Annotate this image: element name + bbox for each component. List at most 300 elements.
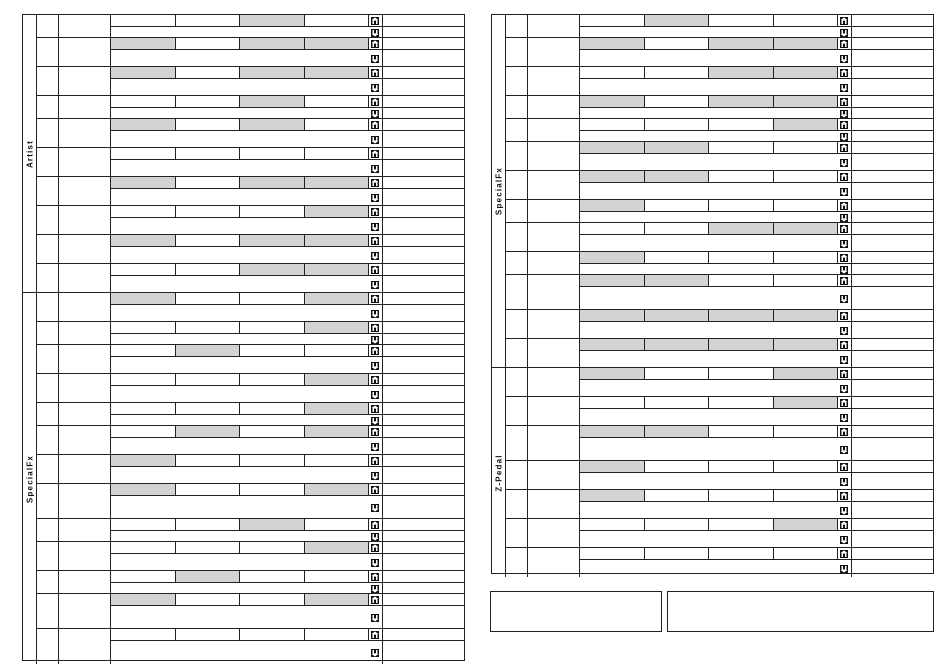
grid-cell-shaded[interactable] xyxy=(645,275,710,286)
grid-cell[interactable] xyxy=(111,264,176,275)
grid-cell[interactable] xyxy=(709,142,774,153)
grid-cell[interactable] xyxy=(305,455,370,466)
grid-cell-shaded[interactable] xyxy=(111,484,176,495)
grid-cell[interactable] xyxy=(774,461,839,472)
grid-cell[interactable] xyxy=(176,629,241,640)
grid-cell[interactable] xyxy=(645,252,710,263)
down-arrow-icon[interactable] xyxy=(371,472,379,480)
grid-cell-shaded[interactable] xyxy=(111,455,176,466)
down-arrow-icon[interactable] xyxy=(840,446,848,454)
row-divider xyxy=(111,107,464,108)
grid-cell[interactable] xyxy=(645,548,710,559)
grid-cell[interactable] xyxy=(305,148,370,159)
grid-cell-shaded[interactable] xyxy=(774,339,839,350)
up-arrow-icon[interactable] xyxy=(371,405,379,413)
grid-cell-shaded[interactable] xyxy=(709,310,774,321)
grid-cell[interactable] xyxy=(240,426,305,437)
grid-cell-shaded[interactable] xyxy=(580,461,645,472)
up-arrow-icon[interactable] xyxy=(371,631,379,639)
grid-cell[interactable] xyxy=(774,426,839,437)
row-index-cell xyxy=(506,490,528,518)
grid-cell[interactable] xyxy=(111,426,176,437)
row-divider xyxy=(580,263,933,264)
up-arrow-icon[interactable] xyxy=(840,492,848,500)
row-name-cell xyxy=(59,96,111,118)
row-divider xyxy=(111,582,464,583)
row-divider xyxy=(111,333,464,334)
grid-cell-shaded[interactable] xyxy=(240,119,305,130)
arrow-column xyxy=(369,206,383,234)
row-divider xyxy=(580,234,933,235)
grid-cell[interactable] xyxy=(709,119,774,130)
grid-cell-shaded[interactable] xyxy=(240,519,305,530)
grid-cell[interactable] xyxy=(774,252,839,263)
up-arrow-icon[interactable] xyxy=(371,544,379,552)
grid-cell[interactable] xyxy=(111,403,176,414)
grid-cell-shaded[interactable] xyxy=(111,177,176,188)
grid-cell-shaded[interactable] xyxy=(580,38,645,49)
grid-cell[interactable] xyxy=(176,235,241,246)
grid-cell-shaded[interactable] xyxy=(305,67,370,78)
grid-cell[interactable] xyxy=(111,322,176,333)
up-arrow-icon[interactable] xyxy=(371,573,379,581)
grid-cell[interactable] xyxy=(774,275,839,286)
up-arrow-icon[interactable] xyxy=(840,144,848,152)
down-arrow-icon[interactable] xyxy=(840,110,848,118)
grid-cell-shaded[interactable] xyxy=(111,119,176,130)
row-name-cell xyxy=(59,519,111,541)
grid-cell[interactable] xyxy=(774,548,839,559)
down-arrow-icon[interactable] xyxy=(840,414,848,422)
grid-cell[interactable] xyxy=(240,322,305,333)
up-arrow-icon[interactable] xyxy=(840,341,848,349)
grid-cell[interactable] xyxy=(111,571,176,582)
grid-cell-shaded[interactable] xyxy=(176,345,241,356)
down-arrow-icon[interactable] xyxy=(371,55,379,63)
row-divider xyxy=(111,640,464,641)
down-arrow-icon[interactable] xyxy=(371,585,379,593)
up-arrow-icon[interactable] xyxy=(371,121,379,129)
down-arrow-icon[interactable] xyxy=(371,504,379,512)
row-divider xyxy=(580,107,933,108)
grid-cell-shaded[interactable] xyxy=(305,374,370,385)
row-name-cell xyxy=(59,67,111,95)
up-arrow-icon[interactable] xyxy=(371,98,379,106)
down-arrow-icon[interactable] xyxy=(840,188,848,196)
row-index-cell xyxy=(506,275,528,309)
grid-cell-shaded[interactable] xyxy=(305,594,370,605)
grid-cell[interactable] xyxy=(305,571,370,582)
down-arrow-icon[interactable] xyxy=(371,362,379,370)
table-row xyxy=(506,368,933,397)
grid-cell-shaded[interactable] xyxy=(774,223,839,234)
grid-cell-shaded[interactable] xyxy=(774,397,839,408)
down-arrow-icon[interactable] xyxy=(840,214,848,222)
grid-cell[interactable] xyxy=(709,200,774,211)
up-arrow-icon[interactable] xyxy=(840,521,848,529)
down-arrow-icon[interactable] xyxy=(371,559,379,567)
table-row xyxy=(37,177,464,206)
grid-cell-shaded[interactable] xyxy=(580,426,645,437)
grid-cell-shaded[interactable] xyxy=(111,594,176,605)
grid-cell[interactable] xyxy=(774,200,839,211)
row-divider xyxy=(580,26,933,27)
row-name-cell xyxy=(59,542,111,570)
grid-cell[interactable] xyxy=(176,96,241,107)
grid-cell[interactable] xyxy=(240,594,305,605)
down-arrow-icon[interactable] xyxy=(371,336,379,344)
grid-cell-shaded[interactable] xyxy=(774,38,839,49)
grid-cell[interactable] xyxy=(111,15,176,26)
up-arrow-icon[interactable] xyxy=(371,69,379,77)
grid-cell[interactable] xyxy=(111,374,176,385)
row-name-cell xyxy=(59,235,111,263)
row-index-cell xyxy=(506,368,528,396)
row-index-cell xyxy=(37,374,59,402)
down-arrow-icon[interactable] xyxy=(840,240,848,248)
down-arrow-icon[interactable] xyxy=(840,507,848,515)
grid-cell[interactable] xyxy=(176,148,241,159)
grid-cell-shaded[interactable] xyxy=(580,490,645,501)
up-arrow-icon[interactable] xyxy=(840,225,848,233)
up-arrow-icon[interactable] xyxy=(371,150,379,158)
grid-cell[interactable] xyxy=(645,368,710,379)
grid-cell-shaded[interactable] xyxy=(580,275,645,286)
grid-cell-shaded[interactable] xyxy=(645,15,710,26)
row-index-cell xyxy=(37,571,59,593)
grid-cell[interactable] xyxy=(176,293,241,304)
up-arrow-icon[interactable] xyxy=(840,277,848,285)
down-arrow-icon[interactable] xyxy=(840,478,848,486)
grid-cell[interactable] xyxy=(240,345,305,356)
grid-cell[interactable] xyxy=(176,67,241,78)
grid-cell-shaded[interactable] xyxy=(709,67,774,78)
grid-cell-shaded[interactable] xyxy=(240,264,305,275)
grid-cell[interactable] xyxy=(176,519,241,530)
grid-cell-shaded[interactable] xyxy=(580,252,645,263)
grid-cell[interactable] xyxy=(580,519,645,530)
grid-cell[interactable] xyxy=(774,171,839,182)
grid-cell-shaded[interactable] xyxy=(111,293,176,304)
up-arrow-icon[interactable] xyxy=(371,179,379,187)
grid-cell[interactable] xyxy=(709,368,774,379)
grid-cell-shaded[interactable] xyxy=(305,38,370,49)
down-arrow-icon[interactable] xyxy=(371,443,379,451)
table-row xyxy=(37,542,464,571)
up-arrow-icon[interactable] xyxy=(840,399,848,407)
up-arrow-icon[interactable] xyxy=(840,312,848,320)
up-arrow-icon[interactable] xyxy=(840,370,848,378)
down-arrow-icon[interactable] xyxy=(840,55,848,63)
grid-cell-shaded[interactable] xyxy=(240,38,305,49)
grid-cell[interactable] xyxy=(645,119,710,130)
down-arrow-icon[interactable] xyxy=(840,266,848,274)
grid-cell[interactable] xyxy=(305,519,370,530)
grid-cell[interactable] xyxy=(240,293,305,304)
grid-cell[interactable] xyxy=(176,177,241,188)
grid-cell-shaded[interactable] xyxy=(774,96,839,107)
grid-cell-shaded[interactable] xyxy=(645,339,710,350)
grid-cell[interactable] xyxy=(176,206,241,217)
up-arrow-icon[interactable] xyxy=(371,457,379,465)
down-arrow-icon[interactable] xyxy=(371,649,379,657)
grid-cell[interactable] xyxy=(305,119,370,130)
arrow-column xyxy=(369,148,383,176)
grid-cell-shaded[interactable] xyxy=(305,264,370,275)
grid-cell[interactable] xyxy=(709,426,774,437)
grid-cell-shaded[interactable] xyxy=(240,15,305,26)
down-arrow-icon[interactable] xyxy=(371,417,379,425)
grid-cell-shaded[interactable] xyxy=(709,223,774,234)
grid-cell-shaded[interactable] xyxy=(111,38,176,49)
grid-cell-shaded[interactable] xyxy=(580,142,645,153)
up-arrow-icon[interactable] xyxy=(371,40,379,48)
grid-cell[interactable] xyxy=(240,403,305,414)
row-name-cell xyxy=(528,548,580,577)
grid-cell[interactable] xyxy=(645,38,710,49)
arrow-column xyxy=(369,629,383,664)
grid-cell[interactable] xyxy=(580,223,645,234)
grid-cell[interactable] xyxy=(774,15,839,26)
grid-cell-shaded[interactable] xyxy=(709,339,774,350)
grid-cell[interactable] xyxy=(111,96,176,107)
group-label xyxy=(492,15,506,367)
grid-cell-shaded[interactable] xyxy=(305,403,370,414)
grid-cell[interactable] xyxy=(240,206,305,217)
up-arrow-icon[interactable] xyxy=(371,596,379,604)
down-arrow-icon[interactable] xyxy=(371,165,379,173)
down-arrow-icon[interactable] xyxy=(840,84,848,92)
grid-cell[interactable] xyxy=(111,542,176,553)
grid-cell[interactable] xyxy=(111,629,176,640)
grid-cell-shaded[interactable] xyxy=(305,426,370,437)
row-index-cell xyxy=(37,403,59,425)
row-index-cell xyxy=(37,38,59,66)
grid-cell-shaded[interactable] xyxy=(305,177,370,188)
grid-cell[interactable] xyxy=(111,519,176,530)
grid-cell-shaded[interactable] xyxy=(580,368,645,379)
up-arrow-icon[interactable] xyxy=(371,324,379,332)
down-arrow-icon[interactable] xyxy=(371,136,379,144)
down-arrow-icon[interactable] xyxy=(371,29,379,37)
grid-cell[interactable] xyxy=(176,374,241,385)
grid-cell-shaded[interactable] xyxy=(240,67,305,78)
arrow-column xyxy=(369,484,383,518)
grid-cell[interactable] xyxy=(240,148,305,159)
grid-cell[interactable] xyxy=(580,15,645,26)
grid-cell-shaded[interactable] xyxy=(305,206,370,217)
grid-cell-shaded[interactable] xyxy=(645,142,710,153)
grid-cell[interactable] xyxy=(645,519,710,530)
grid-cell-shaded[interactable] xyxy=(645,310,710,321)
grid-cell-shaded[interactable] xyxy=(305,542,370,553)
down-arrow-icon[interactable] xyxy=(371,533,379,541)
grid-cell[interactable] xyxy=(709,397,774,408)
grid-cell[interactable] xyxy=(240,484,305,495)
grid-cell[interactable] xyxy=(240,455,305,466)
grid-cell[interactable] xyxy=(240,629,305,640)
grid-cell-shaded[interactable] xyxy=(580,171,645,182)
row-name-cell xyxy=(59,345,111,373)
grid-cell[interactable] xyxy=(240,571,305,582)
grid-cell[interactable] xyxy=(176,119,241,130)
up-arrow-icon[interactable] xyxy=(840,69,848,77)
grid-cell[interactable] xyxy=(176,15,241,26)
grid-cell-shaded[interactable] xyxy=(645,426,710,437)
grid-cell[interactable] xyxy=(111,206,176,217)
row-index-cell xyxy=(506,96,528,118)
row-index-cell xyxy=(37,264,59,293)
grid-cell[interactable] xyxy=(305,345,370,356)
down-arrow-icon[interactable] xyxy=(840,295,848,303)
grid-cell-shaded[interactable] xyxy=(176,571,241,582)
grid-cell[interactable] xyxy=(709,252,774,263)
table-row xyxy=(37,148,464,177)
down-arrow-icon[interactable] xyxy=(371,281,379,289)
row-divider xyxy=(111,437,464,438)
up-arrow-icon[interactable] xyxy=(371,347,379,355)
up-arrow-icon[interactable] xyxy=(371,486,379,494)
grid-cell[interactable] xyxy=(645,96,710,107)
grid-cell[interactable] xyxy=(240,374,305,385)
grid-cell[interactable] xyxy=(645,200,710,211)
down-arrow-icon[interactable] xyxy=(371,223,379,231)
grid-cell-shaded[interactable] xyxy=(240,177,305,188)
arrow-column xyxy=(369,38,383,66)
up-arrow-icon[interactable] xyxy=(840,202,848,210)
grid-cell[interactable] xyxy=(240,542,305,553)
grid-cell-shaded[interactable] xyxy=(580,310,645,321)
grid-cell[interactable] xyxy=(176,264,241,275)
up-arrow-icon[interactable] xyxy=(840,17,848,25)
down-arrow-icon[interactable] xyxy=(371,194,379,202)
grid-cell[interactable] xyxy=(709,171,774,182)
up-arrow-icon[interactable] xyxy=(371,237,379,245)
grid-cell[interactable] xyxy=(176,455,241,466)
grid-cell[interactable] xyxy=(709,275,774,286)
grid-cell[interactable] xyxy=(645,67,710,78)
down-arrow-icon[interactable] xyxy=(840,133,848,141)
grid-cell-shaded[interactable] xyxy=(580,200,645,211)
up-arrow-icon[interactable] xyxy=(371,208,379,216)
grid-cell[interactable] xyxy=(709,548,774,559)
grid-cell[interactable] xyxy=(176,322,241,333)
table-row xyxy=(506,96,933,119)
grid-cell[interactable] xyxy=(176,484,241,495)
grid-cell-shaded[interactable] xyxy=(709,96,774,107)
down-arrow-icon[interactable] xyxy=(840,29,848,37)
grid-cell[interactable] xyxy=(645,223,710,234)
up-arrow-icon[interactable] xyxy=(840,428,848,436)
grid-cell[interactable] xyxy=(580,119,645,130)
grid-cell-shaded[interactable] xyxy=(240,235,305,246)
grid-cell-shaded[interactable] xyxy=(305,322,370,333)
grid-cell[interactable] xyxy=(709,461,774,472)
grid-cell-shaded[interactable] xyxy=(774,310,839,321)
up-arrow-icon[interactable] xyxy=(840,550,848,558)
up-arrow-icon[interactable] xyxy=(840,254,848,262)
grid-cell[interactable] xyxy=(645,461,710,472)
row-divider xyxy=(111,495,464,496)
up-arrow-icon[interactable] xyxy=(840,121,848,129)
arrow-column xyxy=(369,67,383,95)
grid-cell-shaded[interactable] xyxy=(774,67,839,78)
down-arrow-icon[interactable] xyxy=(371,391,379,399)
grid-cell[interactable] xyxy=(111,148,176,159)
grid-cell-shaded[interactable] xyxy=(305,484,370,495)
up-arrow-icon[interactable] xyxy=(371,521,379,529)
grid-cell[interactable] xyxy=(305,15,370,26)
grid-cell[interactable] xyxy=(176,38,241,49)
down-arrow-icon[interactable] xyxy=(371,614,379,622)
down-arrow-icon[interactable] xyxy=(840,159,848,167)
up-arrow-icon[interactable] xyxy=(371,17,379,25)
down-arrow-icon[interactable] xyxy=(371,84,379,92)
up-arrow-icon[interactable] xyxy=(840,463,848,471)
up-arrow-icon[interactable] xyxy=(371,266,379,274)
grid-cell-shaded[interactable] xyxy=(305,293,370,304)
row-index-cell xyxy=(37,484,59,518)
grid-cell[interactable] xyxy=(176,403,241,414)
up-arrow-icon[interactable] xyxy=(840,40,848,48)
down-arrow-icon[interactable] xyxy=(840,565,848,573)
down-arrow-icon[interactable] xyxy=(840,385,848,393)
grid-cell-shaded[interactable] xyxy=(580,339,645,350)
down-arrow-icon[interactable] xyxy=(840,356,848,364)
table-row xyxy=(37,96,464,119)
grid-cell[interactable] xyxy=(176,594,241,605)
down-arrow-icon[interactable] xyxy=(840,327,848,335)
grid-cell-shaded[interactable] xyxy=(111,67,176,78)
grid-cell[interactable] xyxy=(774,142,839,153)
grid-cell-shaded[interactable] xyxy=(645,171,710,182)
grid-cell-shaded[interactable] xyxy=(305,235,370,246)
grid-cell-shaded[interactable] xyxy=(580,96,645,107)
grid-cell[interactable] xyxy=(305,629,370,640)
grid-cell[interactable] xyxy=(645,397,710,408)
grid-cell[interactable] xyxy=(580,67,645,78)
grid-cell-shaded[interactable] xyxy=(111,235,176,246)
grid-cell[interactable] xyxy=(774,490,839,501)
up-arrow-icon[interactable] xyxy=(371,376,379,384)
down-arrow-icon[interactable] xyxy=(371,310,379,318)
grid-cell[interactable] xyxy=(709,490,774,501)
grid-cell-shaded[interactable] xyxy=(176,426,241,437)
grid-cell[interactable] xyxy=(305,96,370,107)
up-arrow-icon[interactable] xyxy=(840,173,848,181)
grid-cell[interactable] xyxy=(580,548,645,559)
grid-cell-shaded[interactable] xyxy=(774,519,839,530)
grid-cell-shaded[interactable] xyxy=(774,368,839,379)
up-arrow-icon[interactable] xyxy=(371,428,379,436)
down-arrow-icon[interactable] xyxy=(840,536,848,544)
grid-cell[interactable] xyxy=(176,542,241,553)
down-arrow-icon[interactable] xyxy=(371,110,379,118)
arrow-column xyxy=(369,594,383,628)
grid-cell-shaded[interactable] xyxy=(774,119,839,130)
up-arrow-icon[interactable] xyxy=(371,295,379,303)
up-arrow-icon[interactable] xyxy=(840,98,848,106)
grid-cell-shaded[interactable] xyxy=(709,38,774,49)
grid-cell-shaded[interactable] xyxy=(240,96,305,107)
row-index-cell xyxy=(506,119,528,141)
down-arrow-icon[interactable] xyxy=(371,252,379,260)
grid-cell[interactable] xyxy=(709,519,774,530)
grid-cell[interactable] xyxy=(709,15,774,26)
grid-cell[interactable] xyxy=(580,397,645,408)
grid-cell[interactable] xyxy=(111,345,176,356)
grid-cell[interactable] xyxy=(645,490,710,501)
